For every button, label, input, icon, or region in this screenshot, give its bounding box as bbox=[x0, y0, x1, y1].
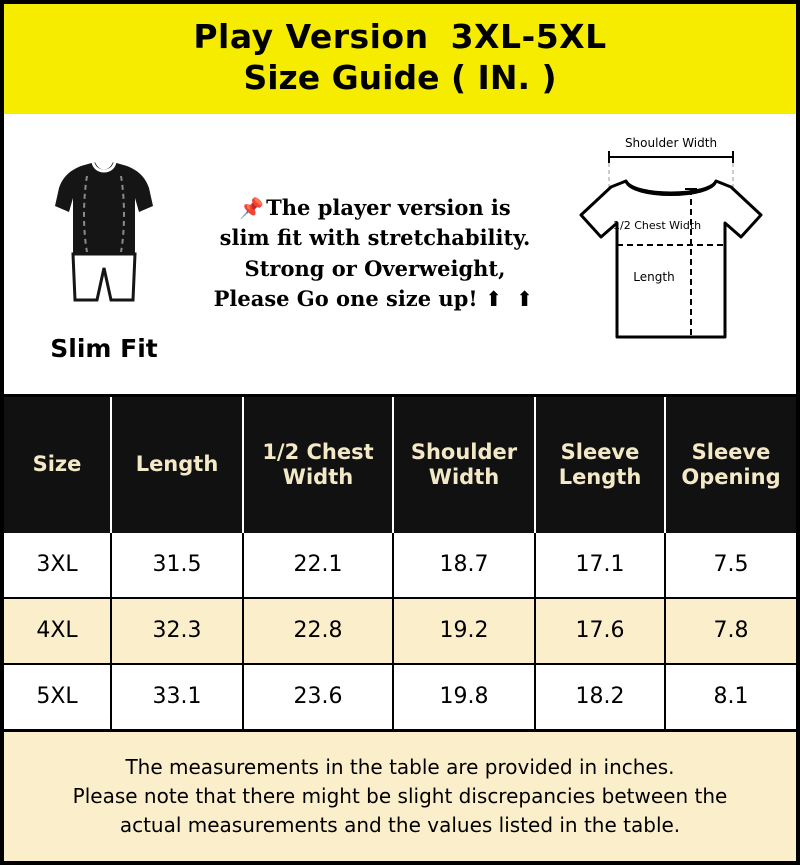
footer-line-2: Please note that there might be slight discrepancies between the bbox=[72, 783, 728, 808]
cell-shoulder-width: 19.2 bbox=[393, 598, 535, 664]
cell-sleeve-length: 17.1 bbox=[535, 533, 665, 598]
cell-length: 32.3 bbox=[111, 598, 243, 664]
cell-sleeve-length: 17.6 bbox=[535, 598, 665, 664]
note-line-3: Strong or Overweight, bbox=[244, 255, 506, 281]
cell-half-chest-width: 22.8 bbox=[243, 598, 393, 664]
cell-shoulder-width: 19.8 bbox=[393, 664, 535, 731]
table-row bbox=[4, 533, 796, 598]
column-header-sleeve-length: Sleeve Length bbox=[535, 397, 665, 533]
header-banner bbox=[4, 4, 796, 114]
header-title: Play Version bbox=[193, 17, 429, 56]
table-row bbox=[4, 664, 796, 731]
info-band bbox=[4, 114, 796, 397]
up-arrows-icon: ⬆ ⬆ bbox=[484, 286, 537, 312]
column-header-length: Length bbox=[111, 397, 243, 533]
column-header-shoulder-width: Shoulder Width bbox=[393, 397, 535, 533]
footer-line-1: The measurements in the table are provided in inches. bbox=[125, 754, 675, 779]
slim-fit-figure-icon bbox=[49, 150, 159, 320]
pushpin-icon: 📌 bbox=[239, 196, 265, 220]
fit-label: Slim Fit bbox=[50, 334, 158, 364]
cell-half-chest-width: 22.1 bbox=[243, 533, 393, 598]
cell-sleeve-length: 18.2 bbox=[535, 664, 665, 731]
svg-text:Shoulder Width: Shoulder Width bbox=[624, 135, 718, 150]
note-line-1-row bbox=[214, 193, 537, 223]
column-header-half-chest-width: 1/2 Chest Width bbox=[243, 397, 393, 533]
size-table bbox=[4, 397, 796, 732]
table-row bbox=[4, 598, 796, 664]
svg-text:1/2 Chest Width: 1/2 Chest Width bbox=[613, 218, 702, 232]
note-line-4-row bbox=[214, 284, 537, 314]
note-line-1: The player version is bbox=[266, 195, 511, 220]
cell-length: 31.5 bbox=[111, 533, 243, 598]
header-title-row bbox=[14, 18, 786, 57]
cell-half-chest-width: 23.6 bbox=[243, 664, 393, 731]
cell-sleeve-opening: 7.8 bbox=[665, 598, 796, 664]
slim-fit-illustration-block bbox=[4, 114, 204, 394]
cell-shoulder-width: 18.7 bbox=[393, 533, 535, 598]
note-block bbox=[204, 114, 546, 394]
cell-sleeve-opening: 8.1 bbox=[665, 664, 796, 731]
cell-length: 33.1 bbox=[111, 664, 243, 731]
note-line-2: slim fit with stretchability. bbox=[219, 225, 531, 251]
cell-size: 4XL bbox=[4, 598, 111, 664]
header-subtitle: Size Guide ( IN. ) bbox=[243, 57, 557, 97]
measurement-diagram bbox=[546, 114, 796, 394]
header-size-range: 3XL-5XL bbox=[450, 17, 607, 56]
column-header-size: Size bbox=[4, 397, 111, 533]
footer-disclaimer bbox=[4, 732, 796, 861]
cell-size: 3XL bbox=[4, 533, 111, 598]
cell-sleeve-opening: 7.5 bbox=[665, 533, 796, 598]
cell-size: 5XL bbox=[4, 664, 111, 731]
note-text bbox=[214, 193, 537, 315]
table-header-row bbox=[4, 397, 796, 533]
svg-text:Length: Length bbox=[633, 269, 675, 284]
note-line-4: Please Go one size up! bbox=[213, 286, 478, 312]
column-header-sleeve-opening: Sleeve Opening bbox=[665, 397, 796, 533]
footer-line-3: actual measurements and the values listed in the table. bbox=[119, 812, 681, 837]
